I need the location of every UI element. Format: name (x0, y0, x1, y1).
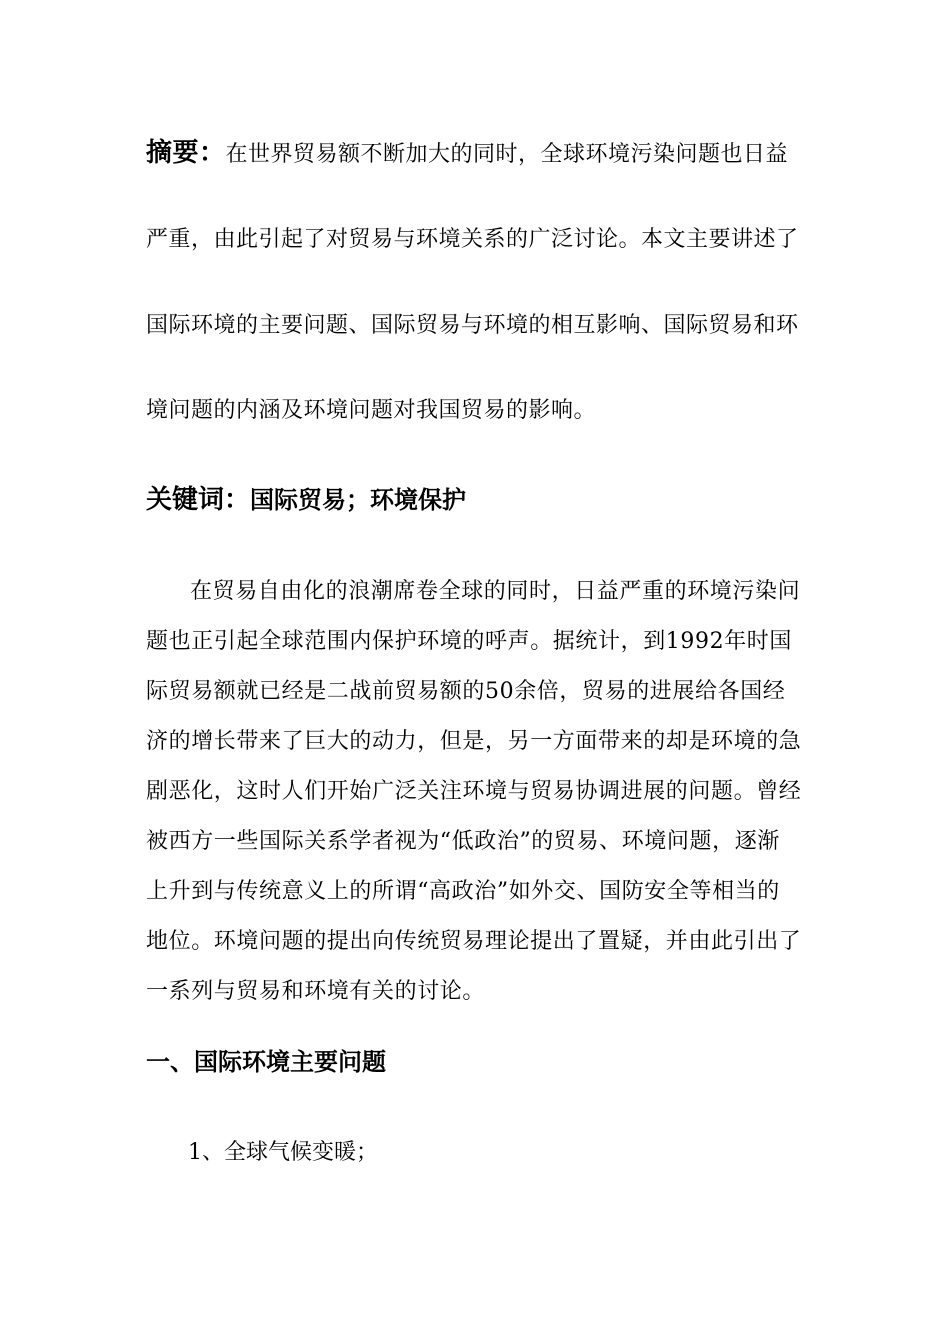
list-item: 1、全球气候变暖； (188, 1140, 378, 1165)
abstract-line-1 (146, 138, 788, 170)
abstract-line-4: 境问题的内涵及环境问题对我国贸易的影响。 (146, 398, 597, 423)
intro-line-9: 一系列与贸易和环境有关的讨论。 (146, 979, 486, 1004)
section-heading: 一、国际环境主要问题 (146, 1048, 386, 1076)
intro-line-1: 在贸易自由化的浪潮席卷全球的同时，日益严重的环境污染问 (190, 579, 801, 604)
abstract-label: 摘要： (146, 138, 226, 168)
abstract-line-3: 国际环境的主要问题、国际贸易与环境的相互影响、国际贸易和环 (146, 313, 799, 338)
intro-line-6: 被西方一些国际关系学者视为“低政治”的贸易、环境问题，逐渐 (146, 829, 780, 854)
keywords-value: 国际贸易；环境保护 (250, 486, 467, 514)
intro-line-8: 地位。环境问题的提出向传统贸易理论提出了置疑，并由此引出了 (146, 929, 802, 954)
intro-line-4: 济的增长带来了巨大的动力，但是，另一方面带来的却是环境的急 (146, 729, 802, 754)
abstract-line-2: 严重，由此引起了对贸易与环境关系的广泛讨论。本文主要讲述了 (146, 227, 799, 252)
abstract-text: 在世界贸易额不断加大的同时，全球环境污染问题也日益 (225, 142, 789, 167)
intro-line-2: 题也正引起全球范围内保护环境的呼声。据统计，到1992年时国 (146, 629, 792, 654)
keywords-label: 关键词： (146, 485, 251, 515)
intro-line-5: 剧恶化，这时人们开始广泛关注环境与贸易协调进展的问题。曾经 (146, 779, 802, 804)
intro-line-3: 际贸易额就已经是二战前贸易额的50余倍，贸易的进展给各国经 (146, 679, 786, 704)
keywords (146, 484, 466, 516)
intro-line-7: 上升到与传统意义上的所谓“高政治”如外交、国防安全等相当的 (146, 879, 780, 904)
